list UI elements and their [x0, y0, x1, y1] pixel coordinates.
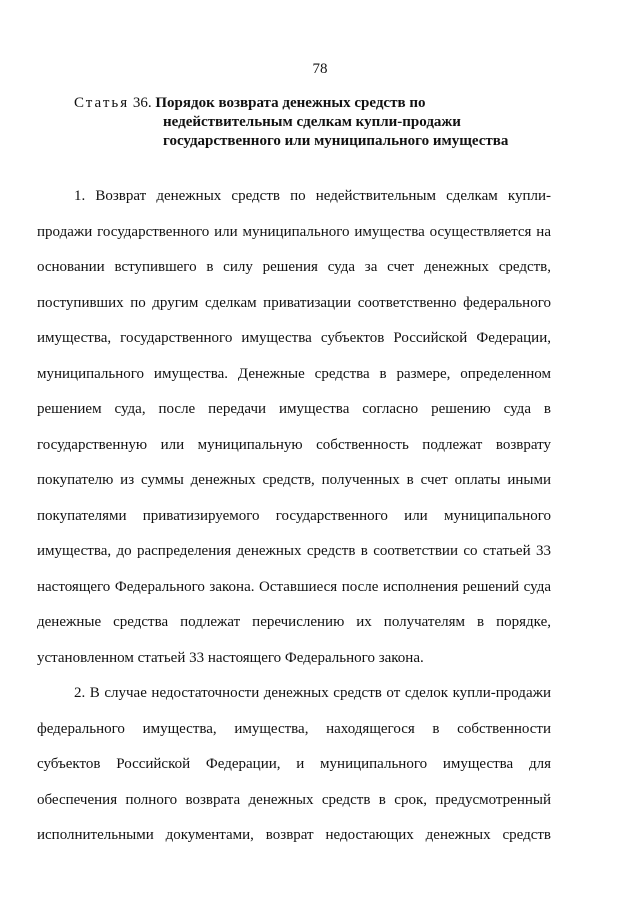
article-heading [74, 94, 594, 151]
text-line: решением суда, после передачи имущества согласно решению суда в [37, 401, 551, 417]
article-title-line: государственного или муниципального имущества [163, 133, 509, 149]
text-line: денежные средства подлежат перечислению их получателям в порядке, [37, 614, 551, 630]
text-line: настоящего Федерального закона. Оставшиеся после исполнения решений суда [37, 578, 551, 595]
article-number: 36. [132, 95, 152, 111]
text-line: 1. Возврат денежных средств по недействительным сделкам купли- [74, 188, 551, 204]
article-label: Статья [74, 95, 130, 111]
text-line: продажи государственного или муниципального имущества осуществляется на [37, 223, 551, 240]
text-line: исполнительными документами, возврат недостающих денежных средств [37, 827, 551, 843]
article-heading-line-1 [74, 94, 594, 113]
text-line: федерального имущества, имущества, находящегося в собственности [37, 720, 551, 737]
text-line: субъектов Российской Федерации, и муниципального имущества для [37, 756, 551, 772]
text-line: имущества, до распределения денежных средств в соответствии со статьей 33 [37, 543, 551, 559]
text-line: покупателю из суммы денежных средств, полученных в счет оплаты иными [37, 472, 551, 488]
text-line: основании вступившего в силу решения суда за счет денежных средств, [37, 259, 551, 275]
paragraph-2 [37, 676, 551, 854]
article-title-line: Порядок возврата денежных средств по [155, 95, 426, 111]
text-line: обеспечения полного возврата денежных средств в срок, предусмотренный [37, 791, 551, 808]
text-line: государственную или муниципальную собственность подлежат возврату [37, 436, 551, 453]
text-line: муниципального имущества. Денежные средства в размере, определенном [37, 365, 551, 382]
text-line: покупателями приватизируемого государственного или муниципального [37, 507, 551, 524]
paragraph-1 [37, 179, 551, 676]
text-line: имущества, государственного имущества субъектов Российской Федерации, [37, 330, 551, 346]
page-number: 78 [312, 61, 328, 77]
article-title-line: недействительным сделкам купли-продажи [163, 114, 461, 130]
text-line: установленном статьей 33 настоящего Федерального закона. [37, 649, 424, 666]
text-line: 2. В случае недостаточности денежных средств от сделок купли-продажи [74, 685, 551, 701]
text-line: поступивших по другим сделкам приватизации соответственно федерального [37, 294, 551, 311]
article-body [37, 179, 551, 854]
